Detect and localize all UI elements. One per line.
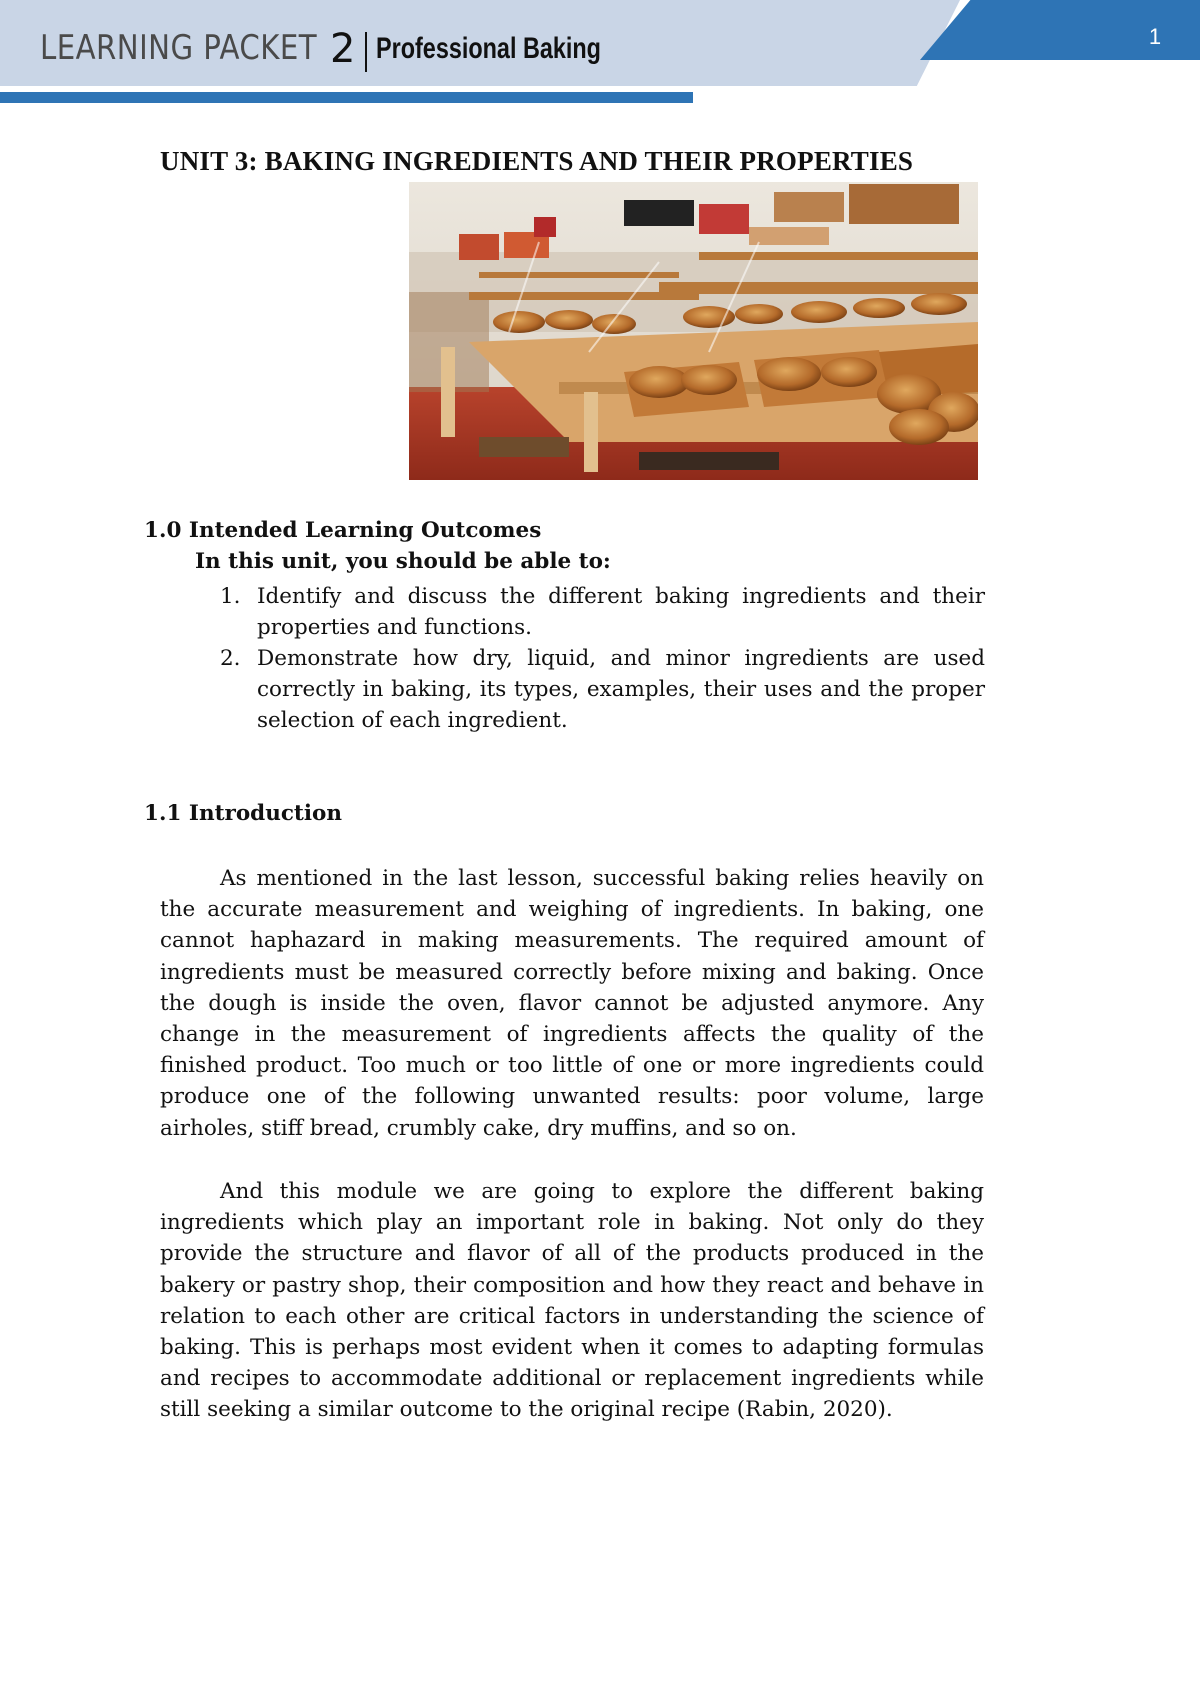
unit-title: UNIT 3: BAKING INGREDIENTS AND THEIR PROPERTIES (160, 146, 914, 176)
list-item-text: Demonstrate how dry, liquid, and minor ingredients are used correctly in baking, its types, examples, their uses and the proper selection of each ingredient. (257, 646, 985, 733)
bakery-display-photo (409, 182, 978, 480)
header-underline (0, 92, 693, 103)
list-item-number: 1. (220, 584, 241, 609)
page-number: 1 (1148, 24, 1162, 49)
list-item (220, 581, 985, 643)
header-separator (365, 32, 367, 72)
page-header (0, 0, 1200, 110)
list-item-number: 2. (220, 646, 241, 671)
introduction-paragraph-2: And this module we are going to explore the different baking ingredients which play an important role in baking. Not only do they provide the structure and flavor of all of the products produced in the bakery or pastry shop, their composition and how they react and behave in relation to each other are critical factors in understanding the science of baking. This is perhaps most evident when it comes to adapting formulas and recipes to accommodate additional or replacement ingredients while still seeking a similar outcome to the original recipe (Rabin, 2020). (160, 1179, 984, 1423)
outcomes-heading: 1.0 Intended Learning Outcomes (144, 518, 542, 543)
list-item-text: Identify and discuss the different baking ingredients and their properties and functions. (257, 584, 985, 640)
outcomes-lead: In this unit, you should be able to: (195, 549, 611, 574)
introduction-paragraph-1: As mentioned in the last lesson, successful baking relies heavily on the accurate measurement and weighing of ingredients. In baking, one cannot haphazard in making measurements. The required amount of ingredients must be measured correctly before mixing and baking. Once the dough is inside the oven, flavor cannot be adjusted anymore. Any change in the measurement of ingredients affects the quality of the finished product. Too much or too little of one or more ingredients could produce one of the following unwanted results: poor volume, large airholes, stiff bread, crumbly cake, dry muffins, and so on. (160, 866, 984, 1141)
course-title: Professional Baking (376, 32, 601, 65)
unit-number: 2 (330, 26, 356, 72)
introduction-heading: 1.1 Introduction (144, 801, 343, 826)
list-item (220, 643, 985, 736)
outcomes-list (220, 581, 985, 736)
brand-title: LEARNING PACKET (40, 28, 318, 68)
